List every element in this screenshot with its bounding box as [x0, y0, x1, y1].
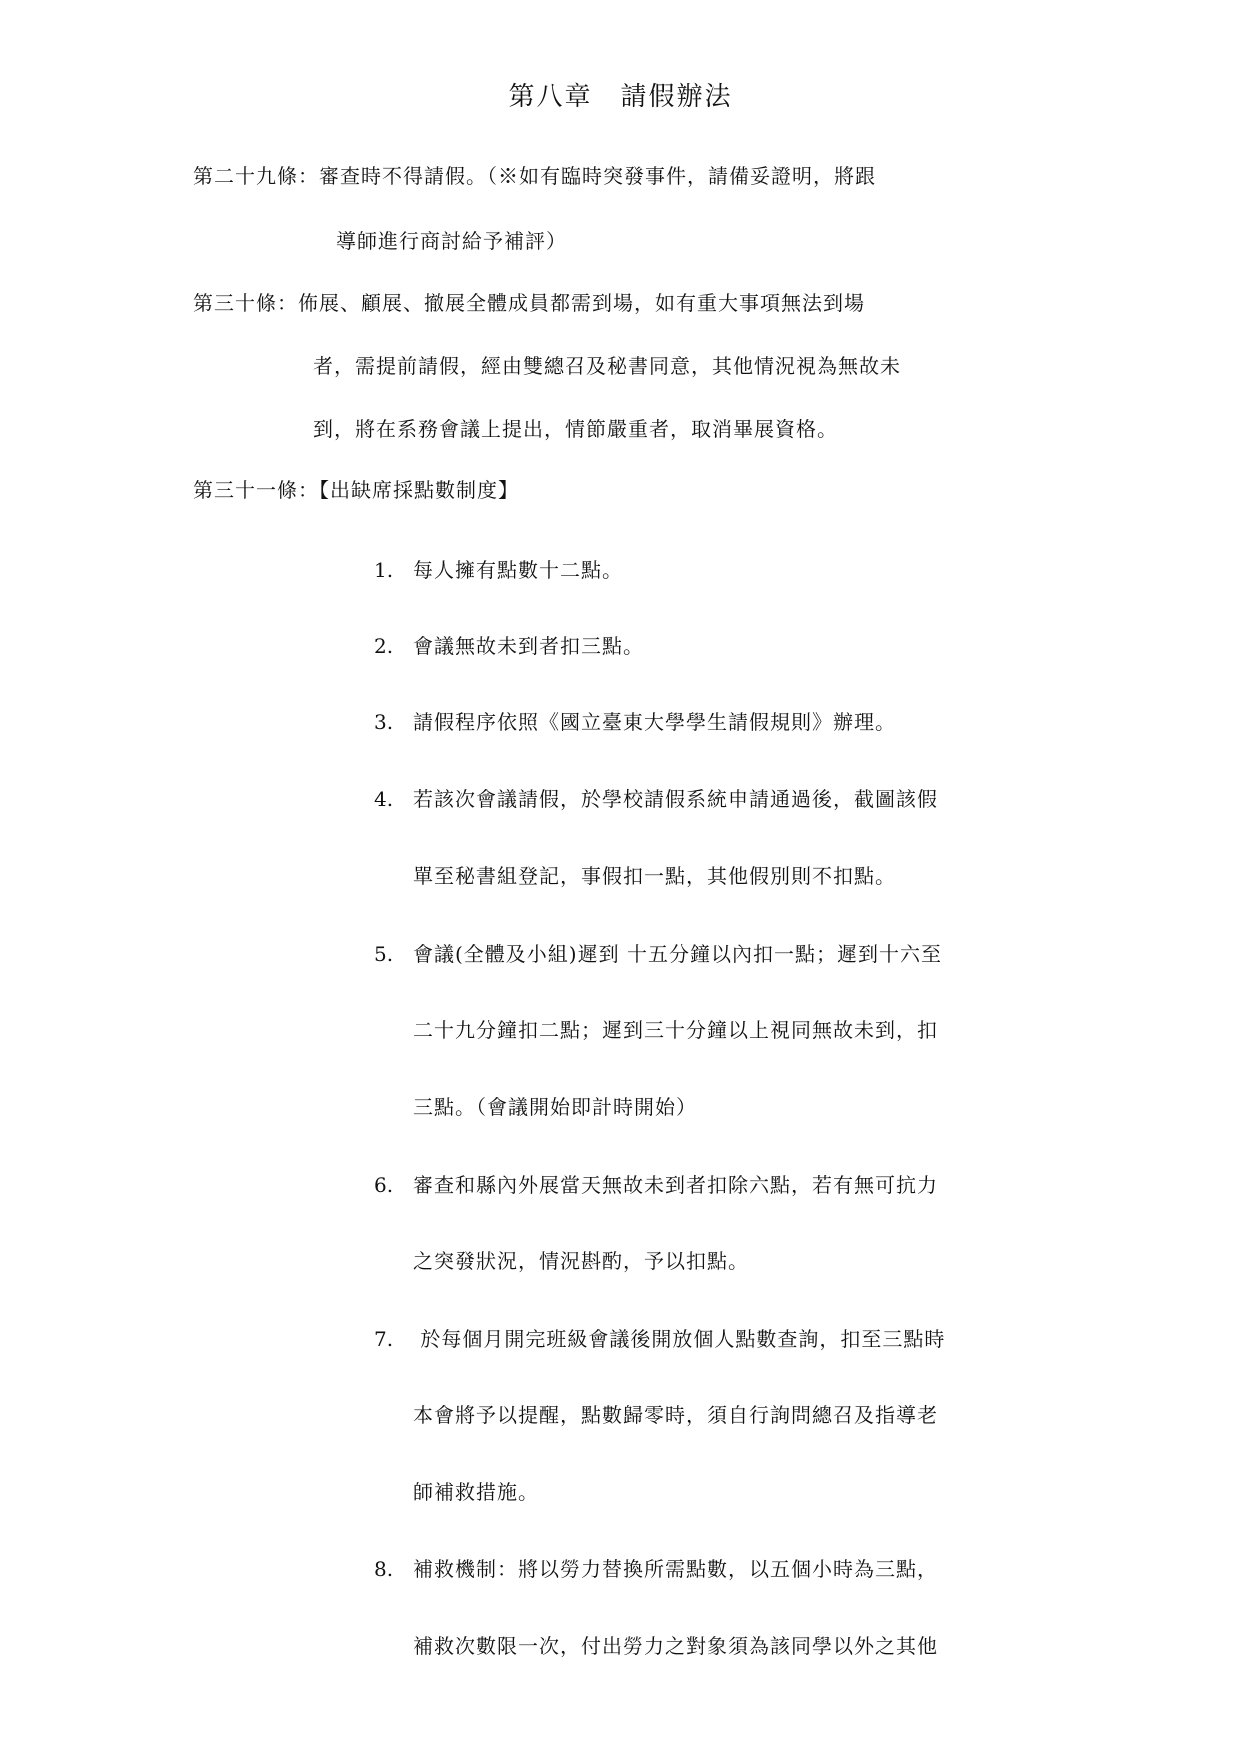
- article-29-line-1: 第二十九條：審查時不得請假。（※如有臨時突發事件，請備妥證明，將跟: [193, 164, 876, 188]
- item-8-line-1: 補救機制：將以勞力替換所需點數，以五個小時為三點，: [413, 1557, 938, 1581]
- item-2-number: 2.: [374, 634, 394, 658]
- item-1-line-1: 每人擁有點數十二點。: [413, 558, 623, 582]
- item-7-line-1: 於每個月開完班級會議後開放個人點數查詢，扣至三點時: [413, 1327, 946, 1351]
- item-3-line-1: 請假程序依照《國立臺東大學學生請假規則》辦理。: [413, 710, 896, 734]
- item-7-line-3: 師補救措施。: [413, 1480, 539, 1504]
- article-30-line-1: 第三十條：佈展、顧展、撤展全體成員都需到場，如有重大事項無法到場: [193, 291, 865, 315]
- article-29-line-2: 導師進行商討給予補評）: [336, 229, 567, 253]
- item-4-line-2: 單至秘書組登記，事假扣一點，其他假別則不扣點。: [413, 864, 896, 888]
- article-30-line-3: 到，將在系務會議上提出，情節嚴重者，取消畢展資格。: [313, 417, 838, 441]
- article-31-line-1: 第三十一條：【出缺席採點數制度】: [193, 478, 519, 502]
- item-6-line-1: 審查和縣內外展當天無故未到者扣除六點，若有無可抗力: [413, 1173, 938, 1197]
- item-6-line-2: 之突發狀況，情況斟酌，予以扣點。: [413, 1249, 749, 1273]
- item-4-number: 4.: [374, 787, 394, 811]
- item-7-line-2: 本會將予以提醒，點數歸零時，須自行詢問總召及指導老: [413, 1403, 938, 1427]
- item-5-line-3: 三點。（會議開始即計時開始）: [413, 1095, 697, 1119]
- item-5-number: 5.: [374, 942, 394, 966]
- item-8-number: 8.: [374, 1557, 394, 1581]
- item-3-number: 3.: [374, 710, 394, 734]
- item-8-line-2: 補救次數限一次，付出勞力之對象須為該同學以外之其他: [413, 1634, 938, 1658]
- item-4-line-1: 若該次會議請假，於學校請假系統申請通過後，截圖該假: [413, 787, 938, 811]
- item-5-line-1: 會議(全體及小組)遲到 十五分鐘以內扣一點；遲到十六至: [413, 942, 942, 966]
- item-2-line-1: 會議無故未到者扣三點。: [413, 634, 644, 658]
- article-30-line-2: 者，需提前請假，經由雙總召及秘書同意，其他情況視為無故未: [313, 354, 901, 378]
- item-1-number: 1.: [374, 558, 394, 582]
- item-5-line-2: 二十九分鐘扣二點；遲到三十分鐘以上視同無故未到，扣: [413, 1018, 938, 1042]
- item-7-number: 7.: [374, 1327, 394, 1351]
- item-6-number: 6.: [374, 1173, 394, 1197]
- chapter-title: 第八章 請假辦法: [508, 82, 733, 112]
